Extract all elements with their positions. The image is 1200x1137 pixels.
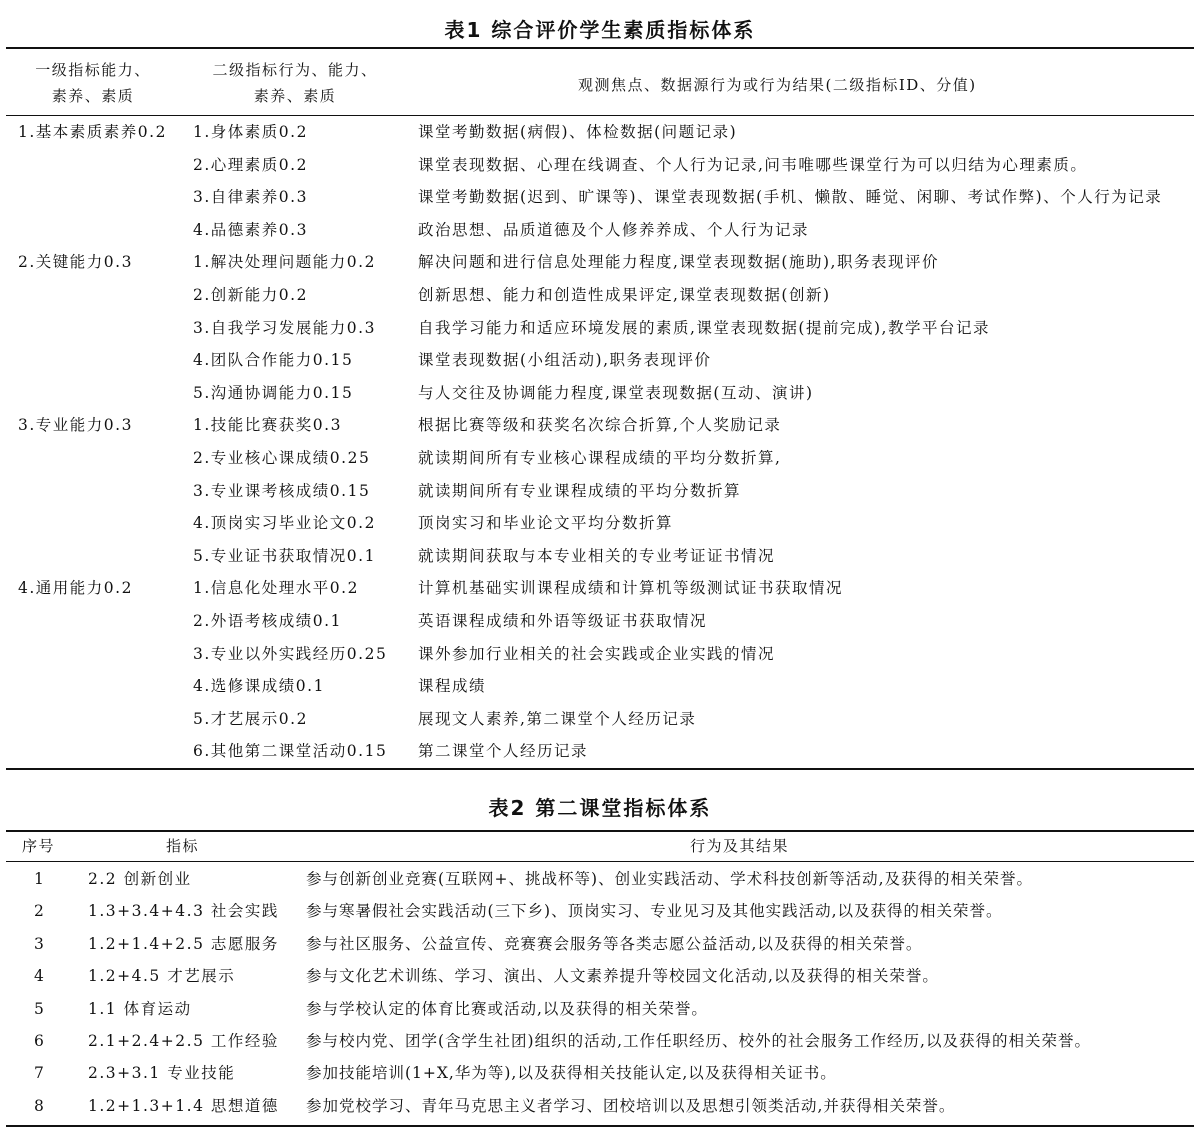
table1-cell-observation: 课堂考勤数据(迟到、旷课等)、课堂表现数据(手机、懒散、睡觉、闲聊、考试作弊)、个人行为记录 [418,188,1163,206]
table1-cell-level2: 2.外语考核成绩0.1 [193,612,342,630]
table1-header-rule [6,115,1194,116]
table2-cell-number: 2 [34,902,46,920]
table2-cell-indicator: 1.2+1.3+1.4 思想道德 [88,1097,279,1115]
table2-cell-behavior: 参与创新创业竞赛(互联网+、挑战杯等)、创业实践活动、学术科技创新等活动,及获得的相关荣誉。 [306,870,1034,888]
table1-cell-level2: 4.团队合作能力0.15 [193,351,354,369]
table2-header-rule [6,861,1194,862]
table1-cell-level2: 1.身体素质0.2 [193,123,308,141]
table1-cell-level2: 2.心理素质0.2 [193,156,308,174]
table1-cell-level2: 3.专业课考核成绩0.15 [193,482,371,500]
table1-cell-observation: 第二课堂个人经历记录 [418,742,589,760]
table2-header-indicator: 指标 [166,837,200,855]
table1-caption: 表1 综合评价学生素质指标体系 [444,18,756,42]
table1-cell-level2: 1.信息化处理水平0.2 [193,579,359,597]
table2-header-number: 序号 [22,837,56,855]
table2-cell-number: 4 [34,967,46,985]
table1-cell-level2: 3.专业以外实践经历0.25 [193,645,388,663]
table2-cell-number: 5 [34,1000,46,1018]
table1-cell-observation: 计算机基础实训课程成绩和计算机等级测试证书获取情况 [418,579,844,597]
table2-header-behavior: 行为及其结果 [690,837,790,855]
table1-cell-observation: 根据比赛等级和获奖名次综合折算,个人奖励记录 [418,416,782,434]
table1-cell-observation: 展现文人素养,第二课堂个人经历记录 [418,710,697,728]
table1-cell-level2: 3.自律素养0.3 [193,188,308,206]
table1-cell-level2: 1.技能比赛获奖0.3 [193,416,342,434]
table2-cell-behavior: 参与文化艺术训练、学习、演出、人文素养提升等校园文化活动,以及获得的相关荣誉。 [306,967,939,985]
table2-cell-indicator: 1.1 体育运动 [88,1000,192,1018]
table2-cell-number: 1 [34,870,46,888]
table1-cell-observation: 解决问题和进行信息处理能力程度,课堂表现数据(施助),职务表现评价 [418,253,939,271]
table1-cell-observation: 课程成绩 [418,677,487,695]
table1-cell-observation: 课外参加行业相关的社会实践或企业实践的情况 [418,645,776,663]
table1-header-level2 [200,60,390,106]
table1-cell-level1: 1.基本素质素养0.2 [18,123,167,141]
table2-cell-indicator: 2.1+2.4+2.5 工作经验 [88,1032,279,1050]
table1-cell-observation: 就读期间所有专业课程成绩的平均分数折算 [418,482,742,500]
table2-cell-indicator: 2.2 创新创业 [88,870,192,888]
table2-top-rule [6,830,1194,832]
table1-cell-level1: 3.专业能力0.3 [18,416,133,434]
table1-cell-level2: 3.自我学习发展能力0.3 [193,319,376,337]
table1-cell-level2: 4.选修课成绩0.1 [193,677,325,695]
table1-cell-observation: 英语课程成绩和外语等级证书获取情况 [418,612,708,630]
table1-cell-level2: 5.专业证书获取情况0.1 [193,547,376,565]
table1-cell-observation: 就读期间获取与本专业相关的专业考证证书情况 [418,547,776,565]
table2-cell-behavior: 参与寒暑假社会实践活动(三下乡)、顶岗实习、专业见习及其他实践活动,以及获得的相关荣誉。 [306,902,1003,920]
table2-cell-indicator: 2.3+3.1 专业技能 [88,1064,236,1082]
table1-cell-level1: 4.通用能力0.2 [18,579,133,597]
table1-header-level2-line1: 二级指标行为、能力、 [212,61,378,79]
table1-cell-level2: 2.专业核心课成绩0.25 [193,449,371,467]
table1-cell-level2: 5.沟通协调能力0.15 [193,384,354,402]
table1-cell-observation: 政治思想、品质道德及个人修养养成、个人行为记录 [418,221,810,239]
table2-cell-number: 8 [34,1097,46,1115]
table1-cell-level2: 1.解决处理问题能力0.2 [193,253,376,271]
table1-cell-observation: 自我学习能力和适应环境发展的素质,课堂表现数据(提前完成),教学平台记录 [418,319,990,337]
table2-caption: 表2 第二课堂指标体系 [488,796,712,820]
table2-cell-indicator: 1.3+3.4+4.3 社会实践 [88,902,279,920]
table1-bottom-rule [6,768,1194,770]
table1-header-observation: 观测焦点、数据源行为或行为结果(二级指标ID、分值) [578,76,977,94]
table2-cell-number: 7 [34,1064,46,1082]
table1-header-level1-line2: 素养、素质 [51,87,135,105]
table2-cell-number: 3 [34,935,46,953]
table1-header-level1 [18,60,168,106]
table2-cell-indicator: 1.2+1.4+2.5 志愿服务 [88,935,279,953]
table1-header-level1-line1: 一级指标能力、 [35,61,151,79]
table1-cell-observation: 课堂表现数据(小组活动),职务表现评价 [418,351,712,369]
table1-cell-observation: 顶岗实习和毕业论文平均分数折算 [418,514,674,532]
table1-cell-observation: 与人交往及协调能力程度,课堂表现数据(互动、演讲) [418,384,814,402]
table1-cell-level1: 2.关键能力0.3 [18,253,133,271]
table1-cell-level2: 5.才艺展示0.2 [193,710,308,728]
table2-cell-indicator: 1.2+4.5 才艺展示 [88,967,236,985]
table2-cell-behavior: 参加技能培训(1+X,华为等),以及获得相关技能认定,以及获得相关证书。 [306,1064,837,1082]
table1-cell-level2: 2.创新能力0.2 [193,286,308,304]
table2-cell-behavior: 参与社区服务、公益宣传、竞赛赛会服务等各类志愿公益活动,以及获得的相关荣誉。 [306,935,923,953]
table1-cell-level2: 6.其他第二课堂活动0.15 [193,742,388,760]
table1-cell-observation: 就读期间所有专业核心课程成绩的平均分数折算, [418,449,782,467]
table1-cell-observation: 创新思想、能力和创造性成果评定,课堂表现数据(创新) [418,286,831,304]
table1-cell-level2: 4.品德素养0.3 [193,221,308,239]
table2-bottom-rule [6,1125,1194,1127]
table1-cell-level2: 4.顶岗实习毕业论文0.2 [193,514,376,532]
table2-cell-behavior: 参加党校学习、青年马克思主义者学习、团校培训以及思想引领类活动,并获得相关荣誉。 [306,1097,956,1115]
table1-top-rule [6,47,1194,49]
table2-cell-behavior: 参与学校认定的体育比赛或活动,以及获得的相关荣誉。 [306,1000,708,1018]
table1-header-level2-line2: 素养、素质 [253,87,337,105]
table1-cell-observation: 课堂考勤数据(病假)、体检数据(问题记录) [418,123,738,141]
table2-cell-number: 6 [34,1032,46,1050]
table2-cell-behavior: 参与校内党、团学(含学生社团)组织的活动,工作任职经历、校外的社会服务工作经历,以及获得的相关荣誉。 [306,1032,1091,1050]
table1-cell-observation: 课堂表现数据、心理在线调查、个人行为记录,问韦唯哪些课堂行为可以归结为心理素质。 [418,156,1088,174]
